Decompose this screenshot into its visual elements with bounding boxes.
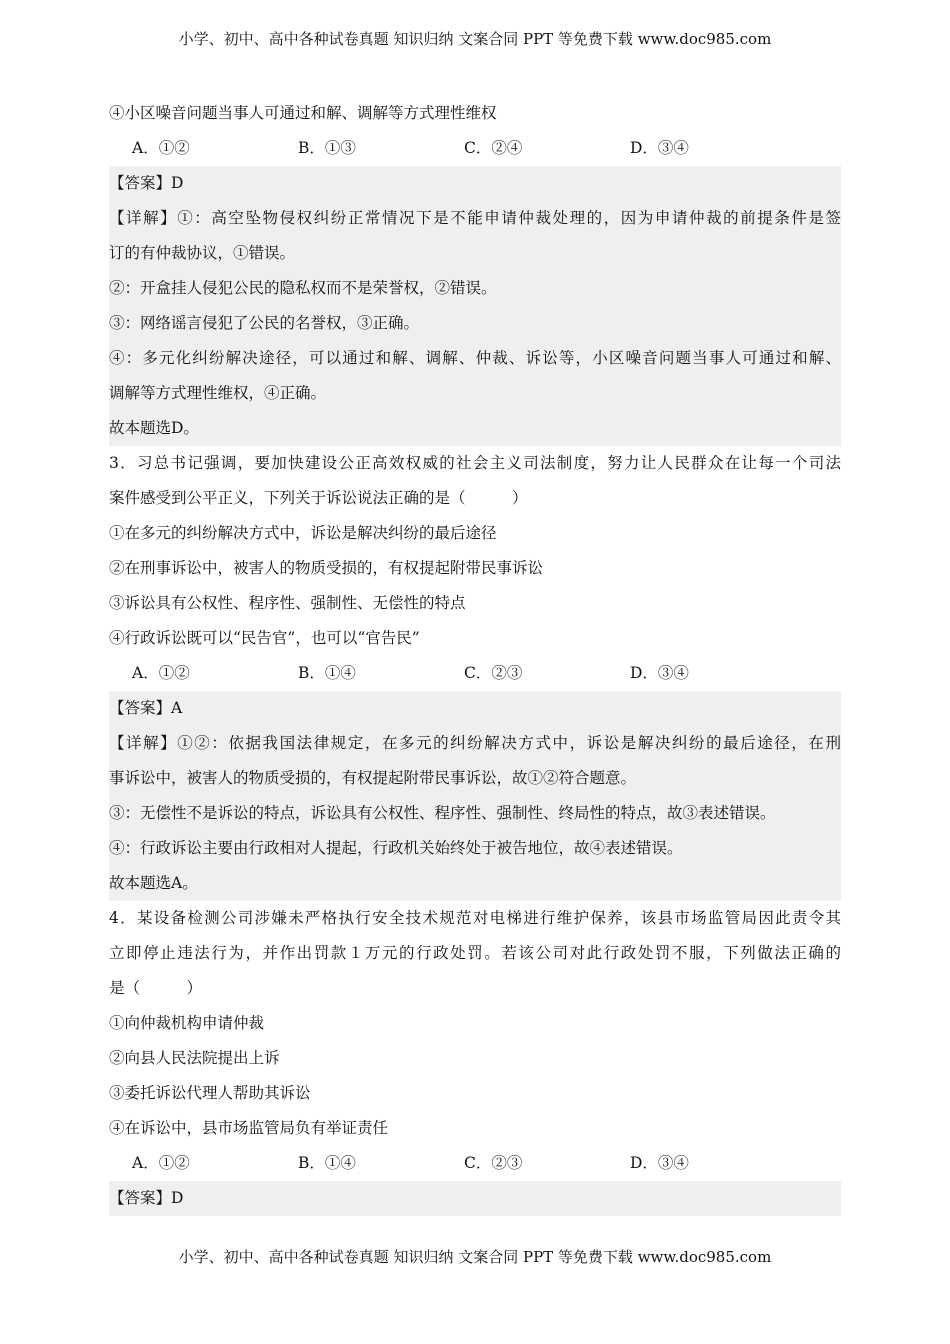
q4-option-b: B．①④ <box>298 1154 356 1172</box>
document-body <box>109 96 841 1216</box>
page-footer: 小学、初中、高中各种试卷真题 知识归纳 文案合同 PPT 等免费下载 www.doc985.com <box>178 1248 772 1266</box>
q3-detail-line: 【详解】①②：依据我国法律规定，在多元的纠纷解决方式中，诉讼是解决纠纷的最后途径，在刑 <box>109 734 841 752</box>
q2-option-c: C．②④ <box>464 139 523 157</box>
q3-option-a: A．①② <box>132 664 190 682</box>
q2-detail-line: 调解等方式理性维权，④正确。 <box>109 384 327 402</box>
q4-option-a: A．①② <box>132 1154 190 1172</box>
q3-detail-line: ④：行政诉讼主要由行政相对人提起，行政机关始终处于被告地位，故④表述错误。 <box>109 839 683 857</box>
q2-detail-line: ②：开盒挂人侵犯公民的隐私权而不是荣誉权，②错误。 <box>109 279 497 297</box>
q3-stem-line: 案件感受到公平正义，下列关于诉讼说法正确的是（ ） <box>109 489 528 507</box>
page-header: 小学、初中、高中各种试卷真题 知识归纳 文案合同 PPT 等免费下载 www.doc985.com <box>178 30 772 48</box>
q4-answer: 【答案】D <box>109 1189 184 1207</box>
q2-option-b: B．①③ <box>298 139 356 157</box>
q3-detail-line: 事诉讼中，被害人的物质受损的，有权提起附带民事诉讼，故①②符合题意。 <box>109 769 637 787</box>
q4-item-3: ③委托诉讼代理人帮助其诉讼 <box>109 1084 311 1102</box>
q2-detail-line: 订的有仲裁协议，①错误。 <box>109 244 296 262</box>
q3-stem-line: 3．习总书记强调，要加快建设公正高效权威的社会主义司法制度，努力让人民群众在让每一个司法 <box>109 454 841 472</box>
q3-answer: 【答案】A <box>109 699 183 717</box>
q2-option-a: A．①② <box>132 139 190 157</box>
q2-option-d: D．③④ <box>630 139 689 157</box>
q3-option-b: B．①④ <box>298 664 356 682</box>
q2-answer: 【答案】D <box>109 174 184 192</box>
q3-options <box>109 656 841 691</box>
q3-option-c: C．②③ <box>464 664 523 682</box>
q4-item-2: ②向县人民法院提出上诉 <box>109 1049 280 1067</box>
q2-detail-line: 故本题选D。 <box>109 419 199 437</box>
q2-detail-line: 【详解】①：高空坠物侵权纠纷正常情况下是不能申请仲裁处理的，因为申请仲裁的前提条件是签 <box>109 209 841 227</box>
q4-option-c: C．②③ <box>464 1154 523 1172</box>
q3-item-4: ④行政诉讼既可以“民告官”，也可以“官告民” <box>109 629 420 647</box>
q2-options <box>109 131 841 166</box>
q4-item-1: ①向仲裁机构申请仲裁 <box>109 1014 265 1032</box>
q4-item-4: ④在诉讼中，县市场监管局负有举证责任 <box>109 1119 389 1137</box>
q2-item-4: ④小区噪音问题当事人可通过和解、调解等方式理性维权 <box>109 104 497 122</box>
q3-answer-block <box>109 691 841 901</box>
q3-option-d: D．③④ <box>630 664 689 682</box>
q3-item-2: ②在刑事诉讼中，被害人的物质受损的，有权提起附带民事诉讼 <box>109 559 544 577</box>
q3-item-3: ③诉讼具有公权性、程序性、强制性、无偿性的特点 <box>109 594 466 612</box>
q3-detail-line: ③：无偿性不是诉讼的特点，诉讼具有公权性、程序性、强制性、终局性的特点，故③表述错误。 <box>109 804 776 822</box>
q4-answer-block <box>109 1181 841 1216</box>
q3-detail-line: 故本题选A。 <box>109 874 198 892</box>
q4-options <box>109 1146 841 1181</box>
q4-stem-line: 立即停止违法行为，并作出罚款１万元的行政处罚。若该公司对此行政处罚不服，下列做法正确的 <box>109 944 841 962</box>
q3-item-1: ①在多元的纠纷解决方式中，诉讼是解决纠纷的最后途径 <box>109 524 497 542</box>
q4-stem-line: 4．某设备检测公司涉嫌未严格执行安全技术规范对电梯进行维护保养，该县市场监管局因此责令其 <box>109 909 841 927</box>
q4-stem-line: 是（ ） <box>109 979 203 997</box>
q4-option-d: D．③④ <box>630 1154 689 1172</box>
q2-detail-line: ③：网络谣言侵犯了公民的名誉权，③正确。 <box>109 314 420 332</box>
q2-answer-block <box>109 166 841 446</box>
q2-detail-line: ④：多元化纠纷解决途径，可以通过和解、调解、仲裁、诉讼等，小区噪音问题当事人可通过和解、 <box>109 349 841 367</box>
